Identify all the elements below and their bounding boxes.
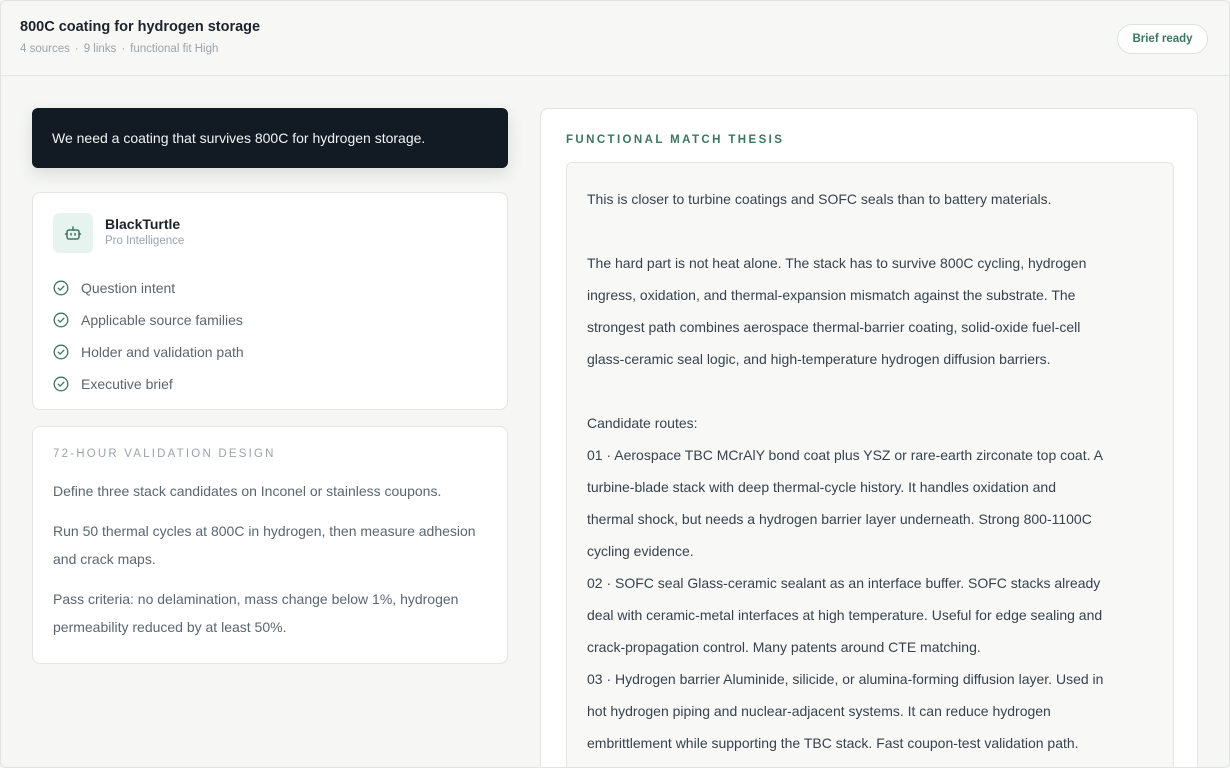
thesis-line: 01 · Aerospace TBC MCrAlY bond coat plus YSZ or rare-earth zirconate top coat. A (587, 447, 1103, 463)
thesis-line: turbine-blade stack with deep thermal-cycle history. It handles oxidation and (587, 479, 1056, 495)
step-label: Executive brief (81, 376, 173, 392)
agent-name: BlackTurtle (105, 216, 181, 232)
header-bar (1, 1, 1229, 76)
validation-item: Run 50 thermal cycles at 800C in hydrogen, then measure adhesion and crack maps. (53, 523, 476, 567)
thesis-line: 02 · SOFC seal Glass-ceramic sealant as an interface buffer. SOFC stacks already (587, 575, 1101, 591)
user-prompt-text: We need a coating that survives 800C for hydrogen storage. (52, 130, 426, 146)
validation-item: Pass criteria: no delamination, mass change below 1%, hydrogen permeability reduced by at least 50%. (53, 591, 459, 635)
separator-dot: · (74, 43, 79, 55)
thesis-line: strongest path combines aerospace thermal-barrier coating, solid-oxide fuel-cell (587, 319, 1081, 335)
thesis-card (540, 108, 1198, 768)
list-item (53, 368, 244, 400)
thesis-line: thermal shock, but needs a hydrogen barrier layer underneath. Strong 800-1100C (587, 511, 1092, 527)
thesis-line: This is closer to turbine coatings and SOFC seals than to battery materials. (587, 191, 1052, 207)
page-title: 800C coating for hydrogen storage (20, 19, 261, 35)
agent-card (32, 192, 508, 410)
thesis-line (587, 375, 1153, 407)
step-label: Question intent (81, 280, 176, 296)
thesis-line: glass-ceramic seal logic, and high-temperature hydrogen diffusion barriers. (587, 351, 1051, 367)
step-label: Applicable source families (81, 312, 243, 328)
section-label: FUNCTIONAL MATCH THESIS (566, 134, 785, 146)
thesis-line: ingress, oxidation, and thermal-expansion mismatch against the substrate. The (587, 287, 1076, 303)
check-circle-icon (53, 280, 69, 296)
thesis-line: 03 · Hydrogen barrier Aluminide, silicide, or alumina-forming diffusion layer. Used in (587, 671, 1104, 687)
user-prompt-bubble (32, 108, 508, 168)
list-item (53, 304, 244, 336)
list-item (53, 272, 244, 304)
validation-item: Define three stack candidates on Inconel or stainless coupons. (53, 483, 442, 499)
check-circle-icon (53, 312, 69, 328)
check-circle-icon (53, 376, 69, 392)
thesis-line: cycling evidence. (587, 543, 694, 559)
thesis-line: embrittlement while supporting the TBC stack. Fast coupon-test validation path. (587, 735, 1079, 751)
check-circle-icon (53, 344, 69, 360)
list-item (53, 336, 244, 368)
agent-role: Pro Intelligence (105, 235, 185, 247)
status-badge[interactable]: Brief ready (1117, 24, 1208, 54)
agent-steps-list (53, 272, 244, 400)
thesis-line: The hard part is not heat alone. The stack has to survive 800C cycling, hydrogen (587, 255, 1087, 271)
thesis-line (587, 215, 1153, 247)
validation-design-card (32, 426, 508, 664)
thesis-line: hot hydrogen piping and nuclear-adjacent systems. It can reduce hydrogen (587, 703, 1051, 719)
separator-dot: · (121, 43, 126, 55)
thesis-line: Candidate routes: (587, 415, 698, 431)
functional-fit: functional fit High (130, 43, 219, 55)
thesis-text-box (566, 162, 1174, 768)
thesis-line: crack-propagation control. Many patents around CTE matching. (587, 639, 981, 655)
links-count: 9 links (83, 43, 117, 55)
sources-count: 4 sources (20, 43, 70, 55)
step-label: Holder and validation path (81, 344, 244, 360)
header-meta (20, 43, 218, 55)
robot-icon (53, 213, 93, 253)
thesis-line: deal with ceramic-metal interfaces at high temperature. Useful for edge sealing and (587, 607, 1103, 623)
section-label: 72-HOUR VALIDATION DESIGN (53, 448, 276, 460)
